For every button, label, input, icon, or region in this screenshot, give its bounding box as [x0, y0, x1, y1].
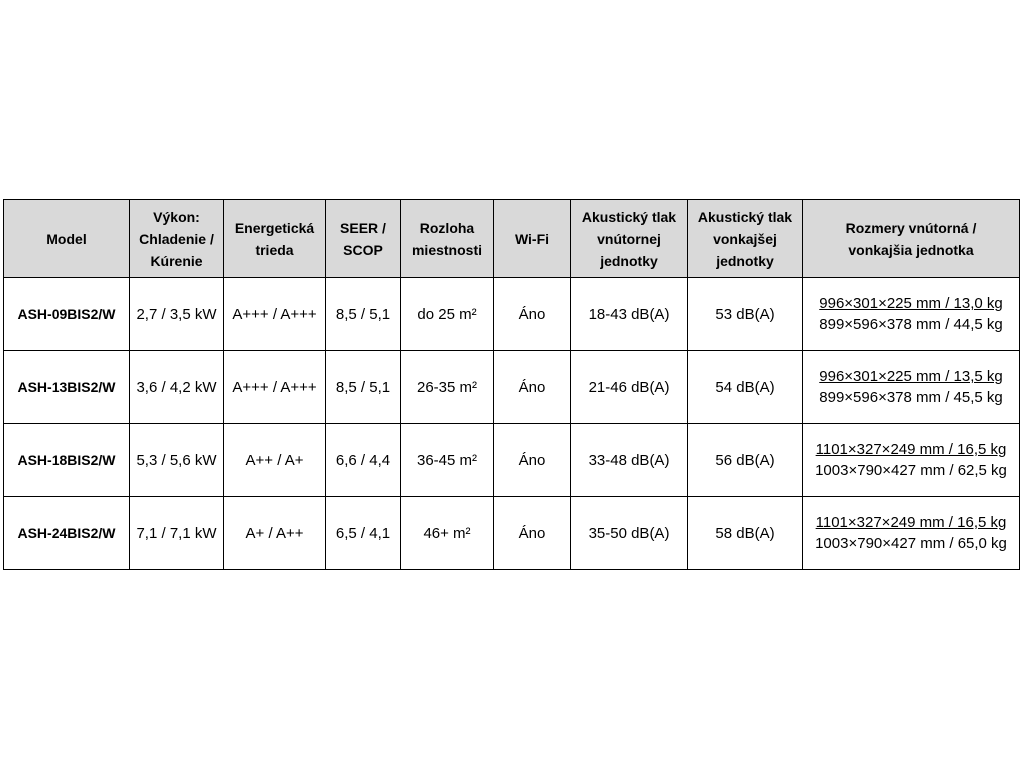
dimensions-stack	[805, 293, 1017, 335]
dims-indoor: 996×301×225 mm / 13,0 kg	[819, 295, 1003, 312]
table-row	[4, 424, 1020, 497]
cell-energy-class: A+++ / A+++	[224, 278, 326, 351]
header-seer-scop	[326, 200, 401, 278]
cell-area: 36-45 m²	[401, 424, 494, 497]
cell-indoor-noise: 18-43 dB(A)	[571, 278, 688, 351]
cell-wifi: Áno	[494, 497, 571, 570]
cell-area: do 25 m²	[401, 278, 494, 351]
cell-energy-class: A+ / A++	[224, 497, 326, 570]
cell-wifi: Áno	[494, 278, 571, 351]
header-indoor-noise	[571, 200, 688, 278]
cell-model: ASH-24BIS2/W	[4, 497, 130, 570]
header-dimensions	[803, 200, 1020, 278]
cell-power: 2,7 / 3,5 kW	[130, 278, 224, 351]
dims-indoor: 1101×327×249 mm / 16,5 kg	[815, 514, 1007, 531]
table-row	[4, 497, 1020, 570]
cell-outdoor-noise: 54 dB(A)	[688, 351, 803, 424]
header-wifi-label: Wi-Fi	[514, 230, 550, 247]
cell-dimensions	[803, 278, 1020, 351]
dims-outdoor: 899×596×378 mm / 44,5 kg	[819, 316, 1003, 333]
cell-indoor-noise: 33-48 dB(A)	[571, 424, 688, 497]
dims-indoor: 1101×327×249 mm / 16,5 kg	[815, 441, 1007, 458]
cell-model: ASH-18BIS2/W	[4, 424, 130, 497]
header-power	[130, 200, 224, 278]
cell-seer-scop: 8,5 / 5,1	[326, 278, 401, 351]
header-model	[4, 200, 130, 278]
dims-outdoor: 1003×790×427 mm / 65,0 kg	[815, 535, 1007, 552]
header-seer-scop-label: SEER / SCOP	[340, 219, 386, 258]
header-outdoor-noise-label: Akustický tlak vonkajšej jednotky	[697, 208, 793, 269]
dimensions-stack	[805, 439, 1017, 481]
cell-power: 5,3 / 5,6 kW	[130, 424, 224, 497]
spec-table	[3, 199, 1020, 570]
table-row	[4, 278, 1020, 351]
cell-energy-class: A++ / A+	[224, 424, 326, 497]
cell-indoor-noise: 21-46 dB(A)	[571, 351, 688, 424]
header-area-label: Rozloha miestnosti	[411, 219, 482, 258]
cell-area: 26-35 m²	[401, 351, 494, 424]
dimensions-stack	[805, 366, 1017, 408]
cell-outdoor-noise: 58 dB(A)	[688, 497, 803, 570]
cell-dimensions	[803, 497, 1020, 570]
cell-dimensions	[803, 424, 1020, 497]
cell-power: 3,6 / 4,2 kW	[130, 351, 224, 424]
header-row	[4, 200, 1020, 278]
table-row	[4, 351, 1020, 424]
cell-power: 7,1 / 7,1 kW	[130, 497, 224, 570]
header-wifi	[494, 200, 571, 278]
dims-outdoor: 1003×790×427 mm / 62,5 kg	[815, 462, 1007, 479]
cell-outdoor-noise: 56 dB(A)	[688, 424, 803, 497]
cell-model: ASH-09BIS2/W	[4, 278, 130, 351]
header-outdoor-noise	[688, 200, 803, 278]
cell-outdoor-noise: 53 dB(A)	[688, 278, 803, 351]
cell-seer-scop: 8,5 / 5,1	[326, 351, 401, 424]
cell-dimensions	[803, 351, 1020, 424]
dims-indoor: 996×301×225 mm / 13,5 kg	[819, 368, 1003, 385]
cell-area: 46+ m²	[401, 497, 494, 570]
cell-seer-scop: 6,6 / 4,4	[326, 424, 401, 497]
cell-wifi: Áno	[494, 424, 571, 497]
cell-model: ASH-13BIS2/W	[4, 351, 130, 424]
cell-indoor-noise: 35-50 dB(A)	[571, 497, 688, 570]
header-dimensions-label: Rozmery vnútorná / vonkajšia jednotka	[845, 219, 977, 258]
dimensions-stack	[805, 512, 1017, 554]
header-energy-class-label: Energetická trieda	[234, 219, 315, 258]
dims-outdoor: 899×596×378 mm / 45,5 kg	[819, 389, 1003, 406]
cell-energy-class: A+++ / A+++	[224, 351, 326, 424]
header-model-label: Model	[46, 230, 87, 247]
header-power-label: Výkon: Chladenie / Kúrenie	[139, 208, 214, 269]
header-energy-class	[224, 200, 326, 278]
cell-seer-scop: 6,5 / 4,1	[326, 497, 401, 570]
header-area	[401, 200, 494, 278]
header-indoor-noise-label: Akustický tlak vnútornej jednotky	[581, 208, 677, 269]
cell-wifi: Áno	[494, 351, 571, 424]
